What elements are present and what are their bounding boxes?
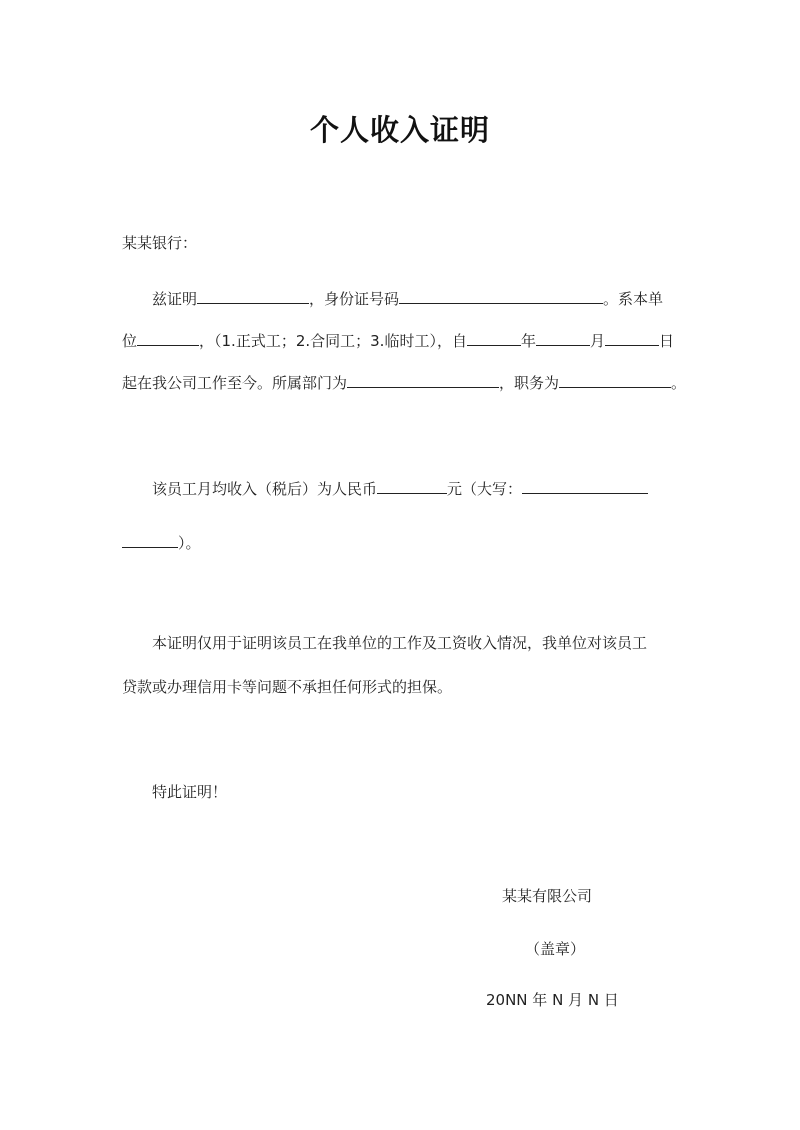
para1-line3: [122, 372, 686, 393]
para2-line1-text1: 该员工月均收入（税后）为人民币: [152, 480, 378, 498]
para1-line1-text2: ，身份证号码: [309, 290, 400, 308]
para3-line2: 贷款或办理信用卡等问题不承担任何形式的担保。: [122, 678, 453, 696]
income-amount-blank[interactable]: [377, 478, 447, 494]
para1-line2-text2: ，（1.正式工；2.合同工；3.临时工），自: [199, 332, 467, 350]
signature-date: 20NN 年 N 月 N 日: [486, 991, 619, 1009]
income-uppercase-blank[interactable]: [522, 478, 648, 494]
para1-line1: [152, 288, 663, 309]
position-blank[interactable]: [559, 372, 671, 388]
salutation: 某某银行：: [122, 234, 198, 252]
para2-line2-text1: ）。: [178, 534, 201, 552]
para1-line2-text4: 月: [589, 332, 605, 350]
para1-line2-text3: 年: [520, 332, 536, 350]
para1-line1-text1: 兹证明: [152, 290, 198, 308]
income-uppercase-blank-cont[interactable]: [122, 532, 178, 548]
para2-line1: [152, 478, 648, 499]
seal-label: （盖章）: [525, 940, 586, 958]
para2-line2: [122, 532, 201, 553]
para1-line3-text3: 。: [671, 374, 687, 392]
para1-line2: [122, 330, 674, 351]
para2-line1-text2: 元（大写：: [447, 480, 523, 498]
company-name: 某某有限公司: [502, 887, 593, 905]
department-blank[interactable]: [347, 372, 499, 388]
name-blank[interactable]: [197, 288, 309, 304]
para1-line1-text3: 。系本单: [603, 290, 664, 308]
page-title: 个人收入证明: [309, 113, 490, 147]
day-blank[interactable]: [605, 330, 659, 346]
para3-line1: 本证明仅用于证明该员工在我单位的工作及工资收入情况，我单位对该员工: [152, 634, 648, 652]
month-blank[interactable]: [536, 330, 590, 346]
closing-text: 特此证明！: [152, 783, 228, 801]
para1-line3-text1: 起在我公司工作至今。所属部门为: [122, 374, 348, 392]
employment-type-blank[interactable]: [137, 330, 199, 346]
para1-line2-text5: 日: [658, 332, 674, 350]
para1-line3-text2: ，职务为: [499, 374, 560, 392]
id-number-blank[interactable]: [399, 288, 603, 304]
para1-line2-text1: 位: [122, 332, 138, 350]
year-blank[interactable]: [467, 330, 521, 346]
